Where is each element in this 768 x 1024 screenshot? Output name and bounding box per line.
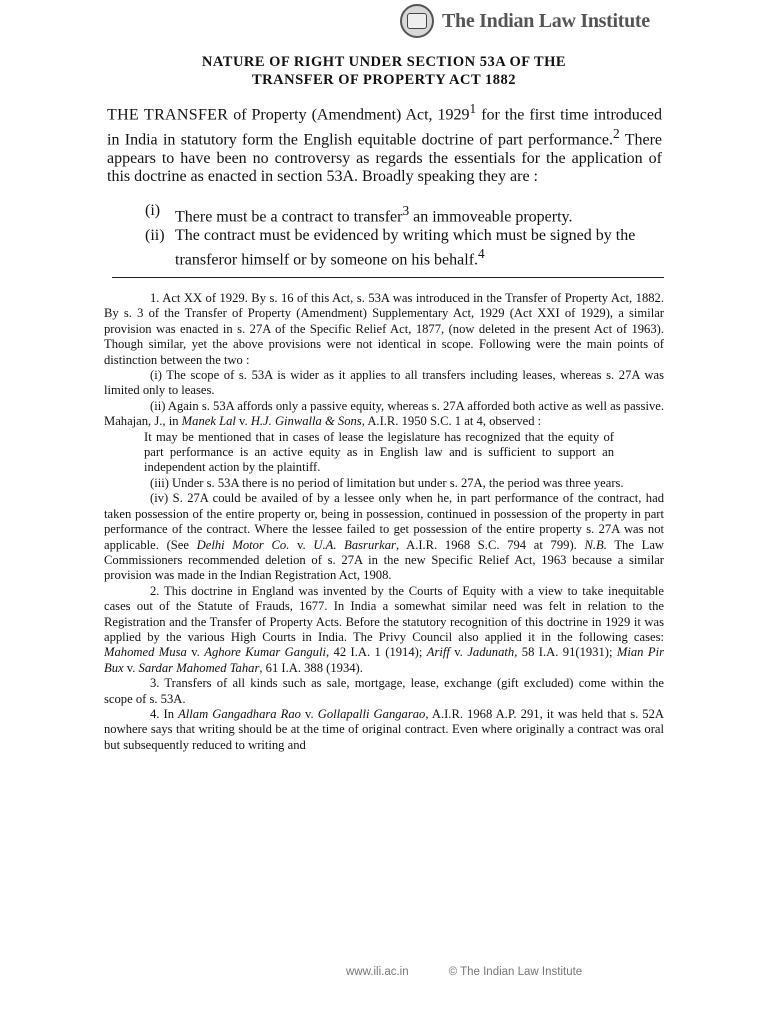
footnote-ref-4: 4: [478, 246, 485, 262]
article-title: [100, 53, 668, 89]
footer-copyright: © The Indian Law Institute: [448, 966, 583, 978]
intro-paragraph: [107, 100, 662, 187]
list-item: [145, 227, 665, 270]
page-footer: [346, 966, 582, 978]
intro-text-2: for the first time introduced in India in statutory form the English equitable doctrine of part performance.: [107, 106, 662, 149]
footnote-1-point-iii: (iii) Under s. 53A there is no period of limitation but under s. 27A, the period was three years.: [150, 475, 624, 490]
page-header: [400, 2, 760, 40]
intro-text-1: of Property (Amendment) Act, 1929: [228, 106, 470, 124]
essentials-list: [145, 202, 665, 270]
intro-text-3: There appears to have been no controversy as regards the essentials for the application of this doctrine as enacted in section 53A. Broadly speaking they are :: [107, 131, 662, 186]
footnote-divider: [112, 277, 664, 278]
footnote-1-quotation: It may be mentioned that in cases of lease the legislature has recognized that the equity of part performance is an active equity as in English law and is sufficient to support an independent action by the plaintiff.: [144, 429, 614, 475]
footnote-1: 1. Act XX of 1929. By s. 16 of this Act, s. 53A was introduced in the Transfer of Property Act, 1882. By s. 3 of the Transfer of Property (Amendment) Supplementary Act, 1929 (Act XXI of 1929), a similar provision was enacted in s. 27A of the Specific Relief Act, 1877, (now deleted in the present Act of 1963). Though similar, yet the above provisions were not identical in scope. Following were the main points of distinction between the two :: [104, 291, 664, 367]
footnote-ref-3: 3: [402, 203, 410, 218]
footnote-4: 4. In Allam Gangadhara Rao v. Gollapalli Gangarao, A.I.R. 1968 A.P. 291, it was held that s. 52A nowhere says that writing should be at the time of original contract. Even where originally a contract was oral but subsequently reduced to writing and: [104, 706, 664, 752]
footnote-1-point-ii: (ii) Again s. 53A affords only a passive equity, whereas s. 27A afforded both active as well as passive. Mahajan, J., in Manek Lal v. H.J. Ginwalla & Sons, A.I.R. 1950 S.C. 1 at 4, observed :: [104, 398, 664, 429]
footnotes: [104, 291, 664, 753]
list-item-number: (i): [145, 202, 161, 219]
title-line-2: TRANSFER OF PROPERTY ACT 1882: [251, 72, 516, 88]
title-line-1: NATURE OF RIGHT UNDER SECTION 53A OF THE: [201, 54, 567, 70]
footnote-3: 3. Transfers of all kinds such as sale, mortgage, lease, exchange (gift excluded) come within the scope of s. 53A.: [104, 676, 664, 706]
institute-seal-icon: [400, 4, 434, 38]
list-item-text: The contract must be evidenced by writing which must be signed by the transferor himself or by someone on his behalf.$^4$: [175, 226, 636, 269]
list-item-text: There must be a contract to transfer$^3$ an immoveable property.: [175, 203, 573, 226]
list-item-number: (ii): [145, 226, 165, 244]
footnote-1-point-iv: (iv) S. 27A could be availed of by a lessee only when he, in part performance of the contract, had taken possession of the entire property or, being in possession, continued in possession of the property in part performance of the contract. Where the lessee failed to get possession of the entire property s. 27A was not applicable. (See Delhi Motor Co. v. U.A. Basrurkar, A.I.R. 1968 S.C. 794 at 799). N.B. The Law Commissioners recommended deletion of s. 27A in the new Specific Relief Act, 1963 because a similar provision was made in the Indian Registration Act, 1908.: [104, 491, 665, 583]
intro-lead: THE TRANSFER: [107, 106, 229, 124]
footnote-2: 2. This doctrine in England was invented by the Courts of Equity with a view to take inequitable cases out of the Statute of Frauds, 1677. In India a somewhat similar need was felt in relation to the Registration and the Transfer of Property Acts. Before the statutory recognition of this doctrine in 1929 it was applied by the various High Courts in India. The Privy Council also applied it in the following cases: Mahomed Musa v. Aghore Kumar Ganguli, 42 I.A. 1 (1914); Ariff v. Jadunath, 58 I.A. 91(1931); Mian Pir Bux v. Sardar Mahomed Tahar, 61 I.A. 388 (1934).: [104, 583, 664, 675]
footnote-ref-2: 2: [612, 125, 620, 141]
list-item: [145, 202, 665, 227]
footnote-1-point-i: (i) The scope of s. 53A is wider as it applies to all transfers including leases, whereas s. 27A was limited only to leases.: [104, 368, 664, 398]
footnote-ref-1: 1: [469, 101, 477, 116]
institute-name: The Indian Law Institute: [442, 9, 650, 32]
footer-url[interactable]: www.ili.ac.in: [346, 966, 409, 978]
